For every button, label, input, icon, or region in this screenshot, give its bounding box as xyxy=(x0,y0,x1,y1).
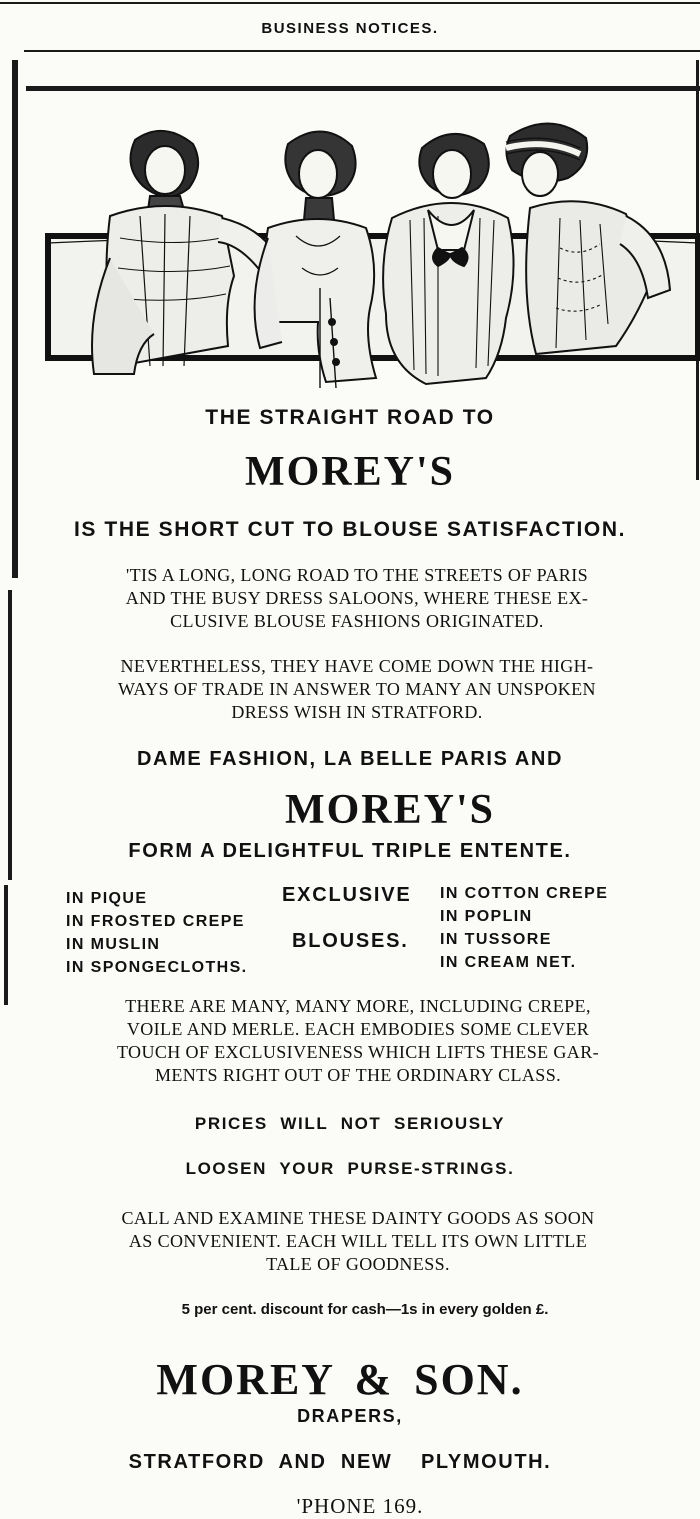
blouse-models-illustration xyxy=(40,108,700,398)
ad-border-top xyxy=(26,86,700,91)
call-line: CALL AND EXAMINE THESE DAINTY GOODS AS SOON xyxy=(121,1208,595,1228)
intro-paragraph xyxy=(62,564,652,633)
prices-line-1: PRICES WILL NOT SERIOUSLY xyxy=(194,1114,506,1133)
firm-name: MOREY & SON. xyxy=(156,1355,524,1404)
blouses-label: BLOUSES. xyxy=(292,930,409,952)
call-paragraph xyxy=(58,1207,658,1276)
model-figure xyxy=(383,134,513,384)
intro2-line: NEVERTHELESS, THEY HAVE COME DOWN THE HIGH- xyxy=(120,656,594,676)
brand-morey-2: MOREY'S xyxy=(284,787,495,833)
intro-line: AND THE BUSY DRESS SALOONS, WHERE THESE EX- xyxy=(125,588,589,608)
more-line: VOILE AND MERLE. EACH EMBODIES SOME CLEVER xyxy=(126,1019,590,1039)
fabric-item: IN FROSTED CREPE xyxy=(66,913,245,930)
fabric-item: IN COTTON CREPE xyxy=(440,885,609,902)
headline-pre: THE STRAIGHT ROAD TO xyxy=(205,406,495,429)
intro2-line: WAYS OF TRADE IN ANSWER TO MANY AN UNSPOKEN xyxy=(118,679,596,699)
left-border-mid xyxy=(8,590,12,880)
locations-line: STRATFORD AND NEW PLYMOUTH. xyxy=(128,1451,552,1473)
cash-discount-note: 5 per cent. discount for cash—1s in every golden £. xyxy=(181,1301,549,1318)
left-border-upper xyxy=(12,60,18,578)
intro-line: 'TIS A LONG, LONG ROAD TO THE STREETS OF PARIS xyxy=(125,565,589,585)
intro2-line: DRESS WISH IN STRATFORD. xyxy=(231,702,483,722)
call-line: TALE OF GOODNESS. xyxy=(266,1254,450,1274)
call-line: AS CONVENIENT. EACH WILL TELL ITS OWN LITTLE xyxy=(128,1231,588,1251)
entente-pre: DAME FASHION, LA BELLE PARIS AND xyxy=(136,748,564,770)
more-line: TOUCH OF EXCLUSIVENESS WHICH LIFTS THESE GAR- xyxy=(116,1042,600,1062)
entente-post: FORM A DELIGHTFUL TRIPLE ENTENTE. xyxy=(128,840,572,862)
brand-morey-1: MOREY'S xyxy=(244,449,455,495)
more-paragraph xyxy=(58,995,658,1087)
intro-line: CLUSIVE BLOUSE FASHIONS ORIGINATED. xyxy=(170,611,544,631)
fabrics-right-column xyxy=(440,882,608,974)
fabric-item: IN PIQUE xyxy=(66,890,148,907)
trade-label: DRAPERS, xyxy=(297,1406,403,1426)
header-rule xyxy=(24,50,700,52)
more-line: MENTS RIGHT OUT OF THE ORDINARY CLASS. xyxy=(154,1065,562,1085)
fabric-item: IN CREAM NET. xyxy=(440,954,577,971)
more-line: THERE ARE MANY, MANY MORE, INCLUDING CREPE, xyxy=(125,996,591,1016)
fabric-item: IN SPONGECLOTHS. xyxy=(66,959,248,976)
fabric-item: IN POPLIN xyxy=(440,908,533,925)
fabric-item: IN TUSSORE xyxy=(440,931,552,948)
intro2-paragraph xyxy=(62,655,652,724)
phone-number: 'PHONE 169. xyxy=(296,1494,424,1518)
page-header: BUSINESS NOTICES. xyxy=(261,20,439,37)
prices-line-2: LOOSEN YOUR PURSE-STRINGS. xyxy=(185,1159,515,1178)
left-border-lower xyxy=(4,885,8,1005)
top-rule xyxy=(0,2,700,4)
fabric-item: IN MUSLIN xyxy=(66,936,161,953)
exclusive-label: EXCLUSIVE xyxy=(282,884,412,906)
headline-post: IS THE SHORT CUT TO BLOUSE SATISFACTION. xyxy=(73,518,627,541)
fabrics-left-column xyxy=(66,887,248,979)
